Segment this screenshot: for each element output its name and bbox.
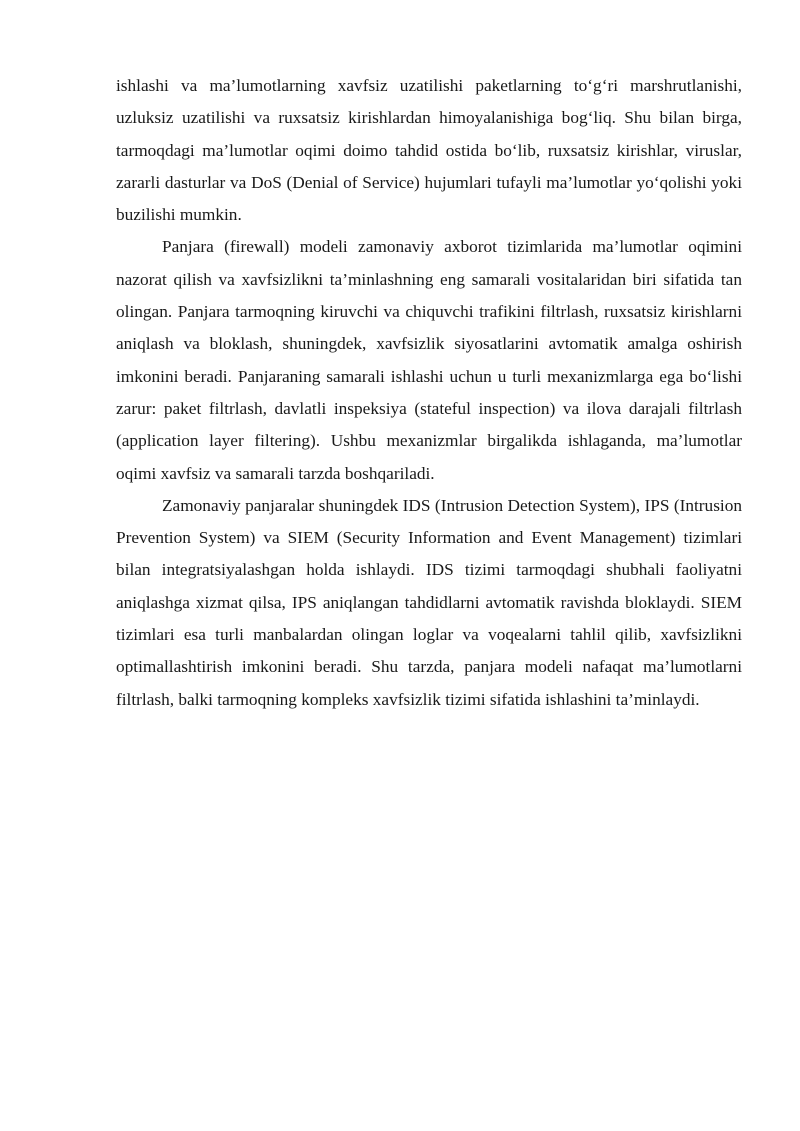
document-page [116,70,742,716]
paragraph-continuation: ishlashi va ma’lumotlarning xavfsiz uzatilishi paketlarning to‘g‘ri marshrutlanishi, uzluksiz uzatilishi va ruxsatsiz kirishlardan himoyalanishiga bog‘liq. Shu bilan birga, tarmoqdagi ma’lumotlar oqimi doimo tahdid ostida bo‘lib, ruxsatsiz kirishlar, viruslar, zararli dasturlar va DoS (Denial of Service) hujumlari tufayli ma’lumotlar yo‘qolishi yoki buzilishi mumkin. [116,76,742,225]
paragraph-ids-ips-siem: Zamonaviy panjaralar shuningdek IDS (Intrusion Detection System), IPS (Intrusion Prevention System) va SIEM (Security Information and Event Management) tizimlari bilan integratsiyalashgan holda ishlaydi. IDS tizimi tarmoqdagi shubhali faoliyatni aniqlashga xizmat qilsa, IPS aniqlangan tahdidlarni avtomatik ravishda bloklaydi. SIEM tizimlari esa turli manbalardan olingan loglar va voqealarni tahlil qilib, xavfsizlikni optimallashtirish imkonini beradi. Shu tarzda, panjara modeli nafaqat ma’lumotlarni filtrlash, balki tarmoqning kompleks xavfsizlik tizimi sifatida ishlashini ta’minlaydi. [116,495,742,709]
paragraph-firewall-model: Panjara (firewall) modeli zamonaviy axborot tizimlarida ma’lumotlar oqimini nazorat qilish va xavfsizlikni ta’minlashning eng samarali vositalaridan biri sifatida tan olingan. Panjara tarmoqning kiruvchi va chiquvchi trafikini filtrlash, ruxsatsiz kirishlarni aniqlash va bloklash, shuningdek, xavfsizlik siyosatlarini avtomatik amalga oshirish imkonini beradi. Panjaraning samarali ishlashi uchun u turli mexanizmlarga ega bo‘lishi zarur: paket filtrlash, davlatli inspeksiya (stateful inspection) va ilova darajali filtrlash (application layer filtering). Ushbu mexanizmlar birgalikda ishlaganda, ma’lumotlar oqimi xavfsiz va samarali tarzda boshqariladi. [116,237,742,483]
